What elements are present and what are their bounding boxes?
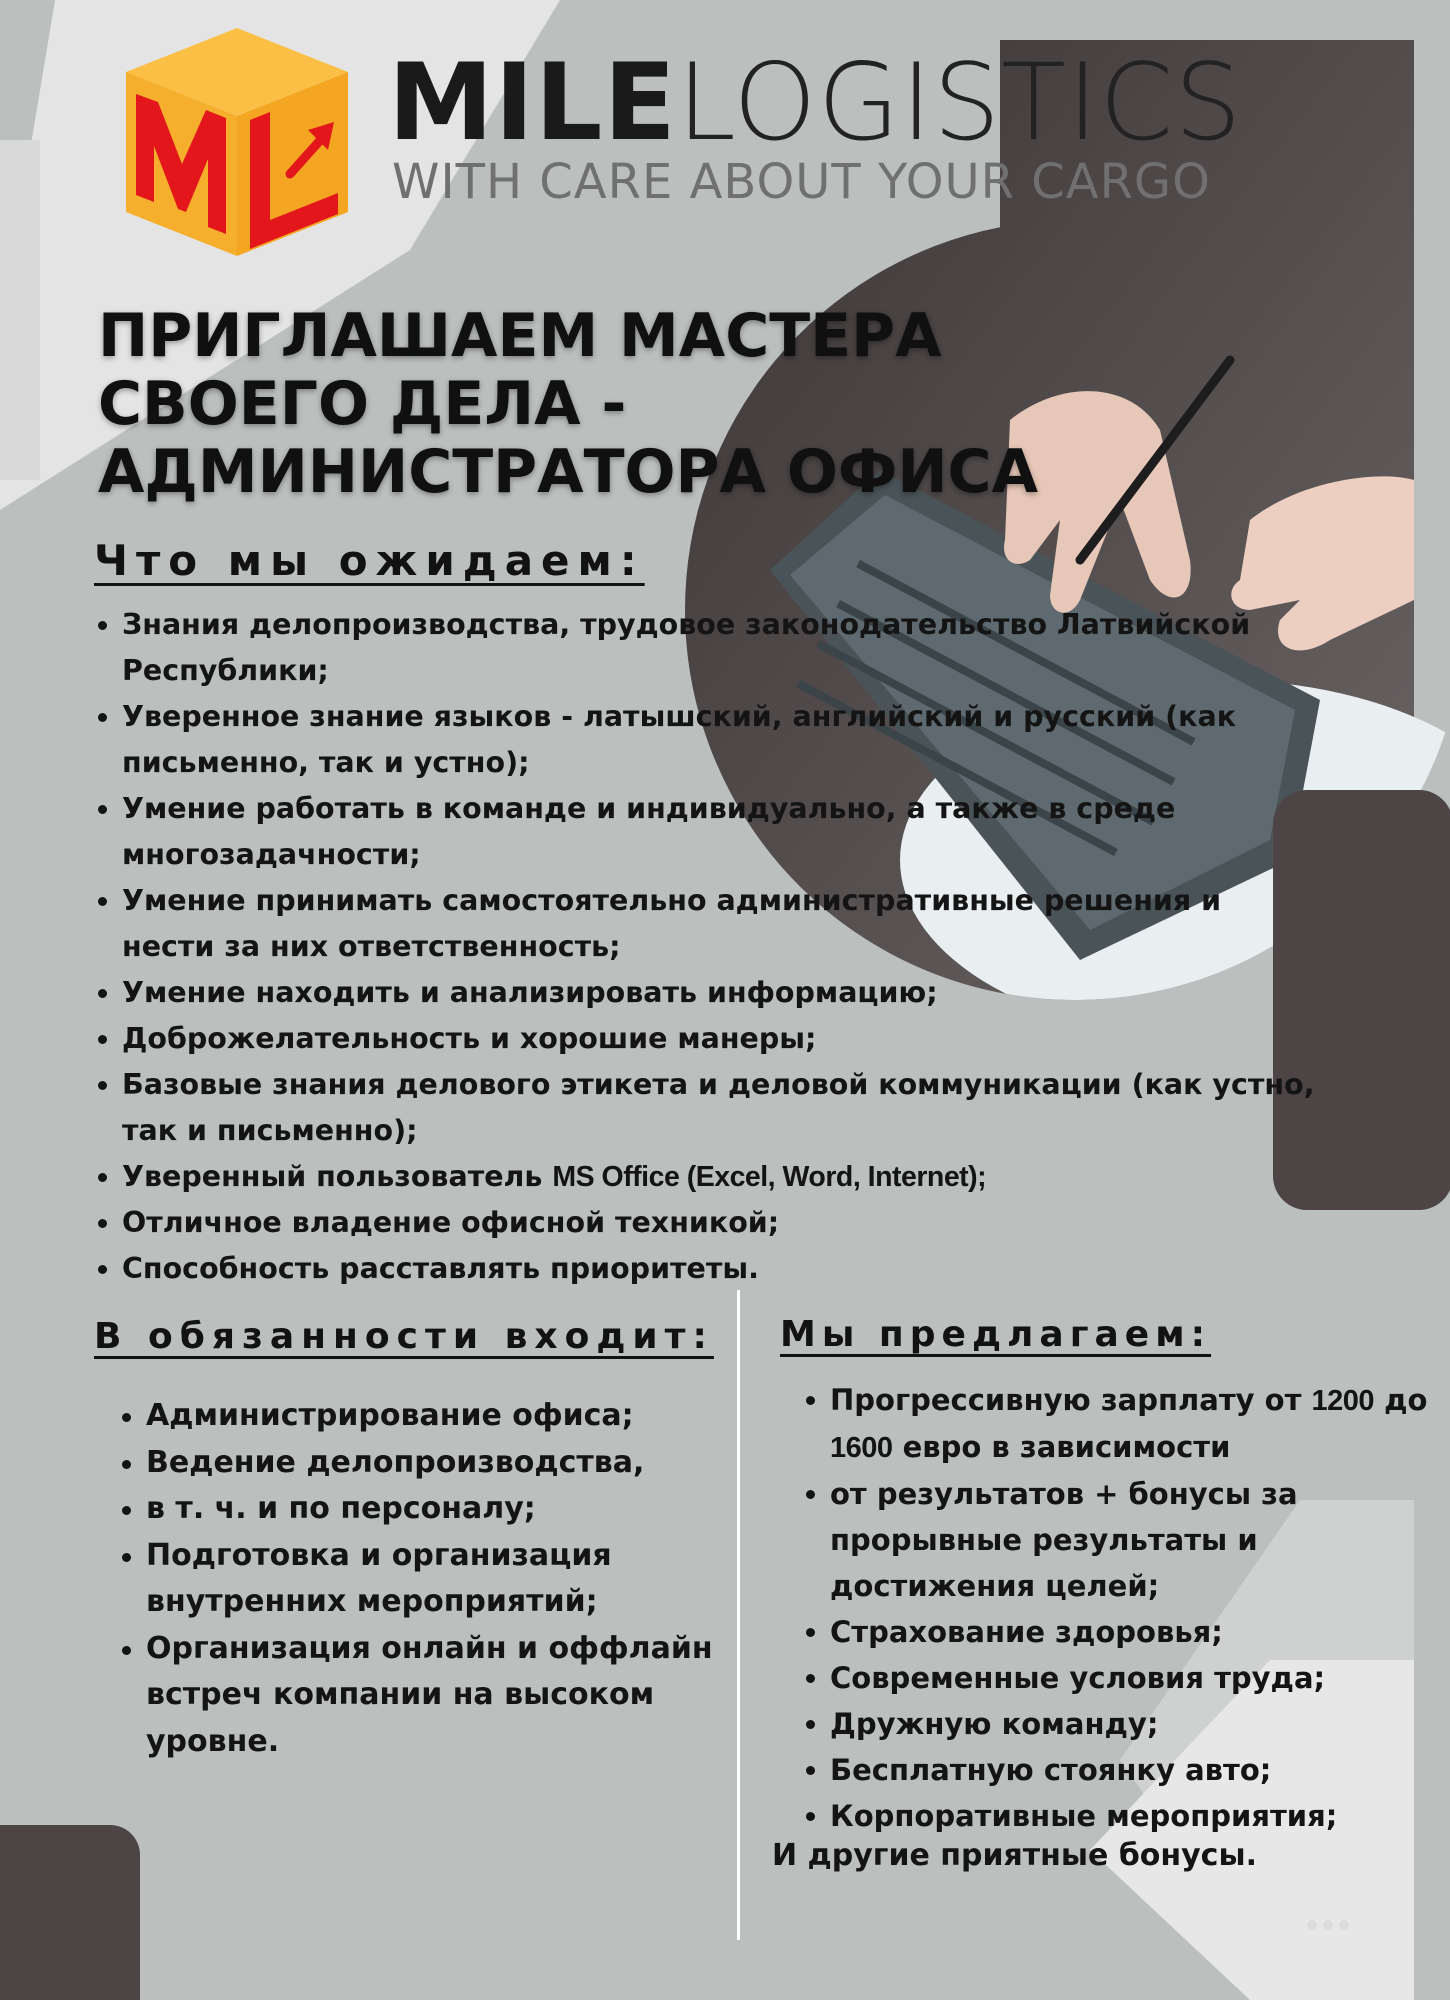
- list-item: Умение работать в команде и индивидуально, а также в среде многозадачности;: [122, 786, 1322, 878]
- list-item: Уверенное знание языков - латышский, английский и русский (как письменно, так и устно);: [122, 694, 1322, 786]
- list-item: Администрирование офиса;: [146, 1393, 766, 1440]
- headline-line: СВОЕГО ДЕЛА -: [98, 369, 627, 439]
- list-item: от результатов + бонусы за прорывные результаты и достижения целей;: [830, 1471, 1450, 1609]
- list-item: Отличное владение офисной техникой;: [122, 1200, 1322, 1246]
- headline-line: ПРИГЛАШАЕМ МАСТЕРА: [98, 301, 942, 371]
- list-item-ms-office: [122, 1154, 1322, 1200]
- brand-name: [388, 41, 1243, 164]
- list-item: Бесплатную стоянку авто;: [830, 1747, 1450, 1793]
- list-item: Доброжелательность и хорошие манеры;: [122, 1016, 1322, 1062]
- list-item: в т. ч. и по персоналу;: [146, 1486, 766, 1533]
- offer-closing: И другие приятные бонусы.: [772, 1838, 1257, 1873]
- ms-office-prefix: Уверенный пользователь: [122, 1160, 553, 1193]
- list-item: Корпоративные мероприятия;: [830, 1793, 1450, 1839]
- brand-name-bold: MILE: [388, 41, 677, 164]
- list-item-salary: [830, 1377, 1450, 1471]
- expectations-list: [94, 602, 1322, 1292]
- headline: [98, 302, 1038, 506]
- salary-text: евро в зависимости: [892, 1430, 1231, 1464]
- list-item: Знания делопроизводства, трудовое законодательство Латвийской Республики;: [122, 602, 1322, 694]
- list-item: Организация онлайн и оффлайн встреч компании на высоком уровне.: [146, 1626, 766, 1766]
- ms-office-highlight: MS Office (Excel, Word, Internet);: [552, 1161, 987, 1193]
- dark-block-left: [0, 1825, 140, 2000]
- duties-list: [118, 1393, 766, 1765]
- offer-title: Мы предлагаем:: [780, 1314, 1212, 1355]
- salary-max: 1600: [830, 1432, 893, 1464]
- list-item: Страхование здоровья;: [830, 1609, 1450, 1655]
- offer-list: [802, 1377, 1450, 1839]
- salary-text: Прогрессивную зарплату от: [830, 1383, 1312, 1417]
- brand-tagline: WITH CARE ABOUT YOUR CARGO: [392, 154, 1211, 210]
- list-item: Дружную команду;: [830, 1701, 1450, 1747]
- headline-line: АДМИНИСТРАТОРА ОФИСА: [98, 437, 1039, 507]
- salary-min: 1200: [1311, 1385, 1374, 1417]
- duties-title: В обязанности входит:: [94, 1316, 714, 1357]
- logo-cube-icon: [122, 24, 352, 259]
- list-item: Умение принимать самостоятельно административные решения и нести за них ответственность;: [122, 878, 1322, 970]
- list-item: Способность расставлять приоритеты.: [122, 1246, 1322, 1292]
- expectations-title: Что мы ожидаем:: [94, 536, 645, 585]
- list-item: Ведение делопроизводства,: [146, 1440, 766, 1487]
- list-item: Базовые знания делового этикета и деловой коммуникации (как устно, так и письменно);: [122, 1062, 1322, 1154]
- list-item: Умение находить и анализировать информацию;: [122, 970, 1322, 1016]
- brand-name-light: LOGISTICS: [676, 41, 1243, 164]
- salary-text: до: [1374, 1383, 1428, 1417]
- list-item: Подготовка и организация внутренних мероприятий;: [146, 1533, 766, 1626]
- list-item: Современные условия труда;: [830, 1655, 1450, 1701]
